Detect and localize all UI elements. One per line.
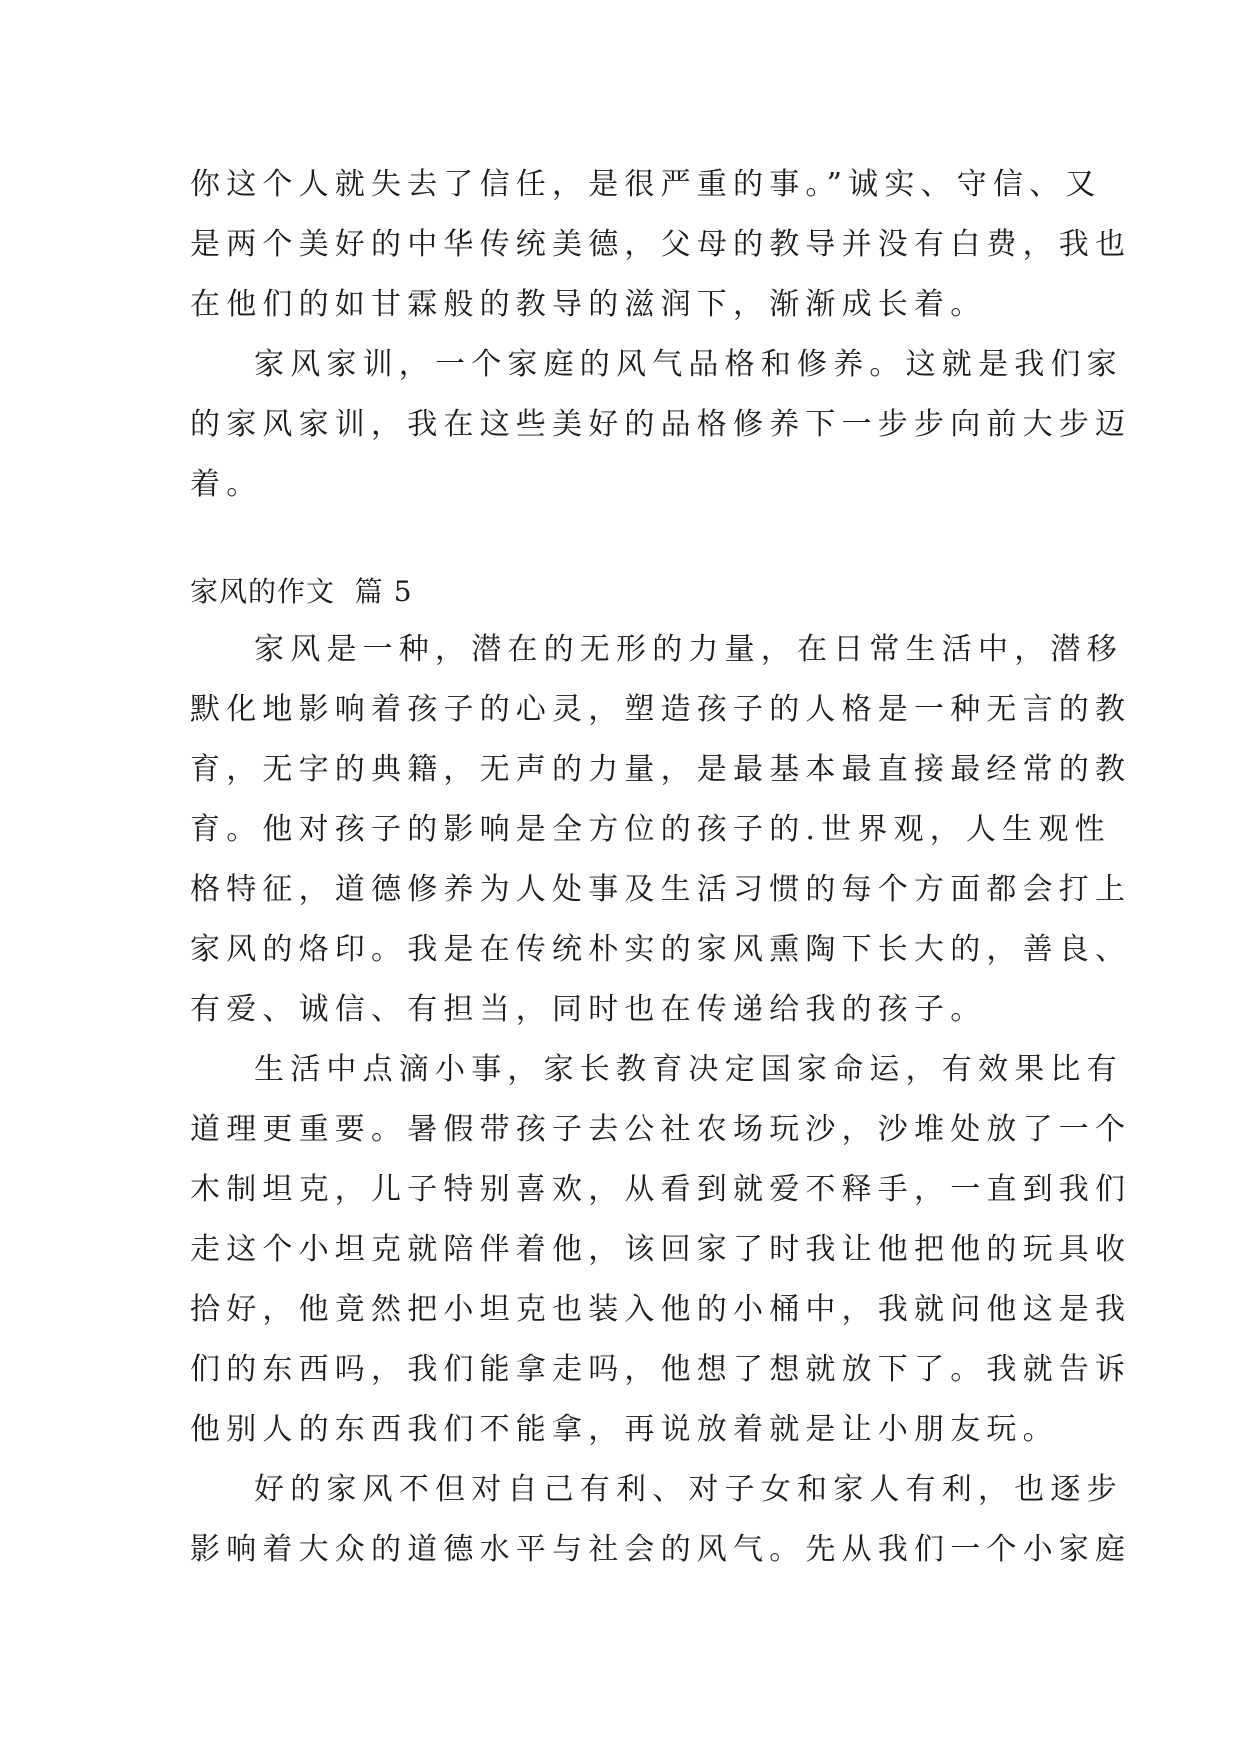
paragraph-line: 在他们的如甘霖般的教导的滋润下，渐渐成长着。 <box>190 287 987 322</box>
paragraph-line: 生活中点滴小事，家长教育决定国家命运，有效果比有 <box>254 1052 1123 1087</box>
paragraph-line: 家风家训，一个家庭的风气品格和修养。这就是我们家 <box>254 347 1123 382</box>
paragraph-line: 你这个人就失去了信任，是很严重的事。”诚实、守信、又 <box>190 167 1102 202</box>
paragraph-line: 家风的烙印。我是在传统朴实的家风熏陶下长大的，善良、 <box>190 932 1132 967</box>
paragraph-line: 着。 <box>190 467 263 502</box>
paragraph-line: 木制坦克，儿子特别喜欢，从看到就爱不释手，一直到我们 <box>190 1172 1132 1207</box>
paragraph-line: 育。他对孩子的影响是全方位的孩子的.世界观，人生观性 <box>190 812 1111 847</box>
paragraph-line: 默化地影响着孩子的心灵，塑造孩子的人格是一种无言的教 <box>190 692 1132 727</box>
paragraph-line: 格特征，道德修养为人处事及生活习惯的每个方面都会打上 <box>190 872 1132 907</box>
paragraph-line: 家风是一种，潜在的无形的力量，在日常生活中，潜移 <box>254 632 1123 667</box>
paragraph-line: 的家风家训，我在这些美好的品格修养下一步步向前大步迈 <box>190 407 1132 442</box>
section-heading: 家风的作文 篇 5 <box>190 575 413 608</box>
paragraph-line: 影响着大众的道德水平与社会的风气。先从我们一个小家庭 <box>190 1532 1132 1567</box>
paragraph-line: 道理更重要。暑假带孩子去公社农场玩沙，沙堆处放了一个 <box>190 1112 1132 1147</box>
paragraph-line: 是两个美好的中华传统美德，父母的教导并没有白费，我也 <box>190 227 1132 262</box>
paragraph-line: 拾好，他竟然把小坦克也装入他的小桶中，我就问他这是我 <box>190 1292 1132 1327</box>
paragraph-line: 们的东西吗，我们能拿走吗，他想了想就放下了。我就告诉 <box>190 1352 1132 1387</box>
paragraph-line: 育，无字的典籍，无声的力量，是最基本最直接最经常的教 <box>190 752 1132 787</box>
paragraph-line: 好的家风不但对自己有利、对子女和家人有利，也逐步 <box>254 1472 1123 1507</box>
paragraph-line: 他别人的东西我们不能拿，再说放着就是让小朋友玩。 <box>190 1412 1059 1447</box>
paragraph-line: 走这个小坦克就陪伴着他，该回家了时我让他把他的玩具收 <box>190 1232 1132 1267</box>
paragraph-line: 有爱、诚信、有担当，同时也在传递给我的孩子。 <box>190 992 987 1027</box>
